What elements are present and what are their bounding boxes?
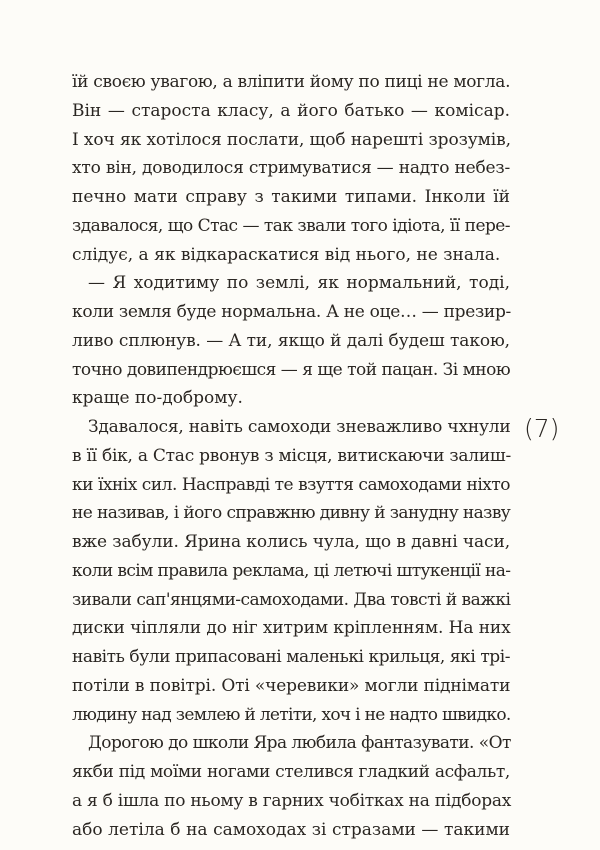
- text-line: печно мати справу з такими типами. Інколи їй: [72, 187, 510, 207]
- text-line: навіть були припасовані маленькі крильця, які трі-: [72, 647, 510, 667]
- text-line: коли земля буде нормальна. А не оце… — презир-: [72, 302, 511, 322]
- text-line: диски чіпляли до ніг хитрим кріпленням. На них: [72, 618, 511, 639]
- text-line: потіли в повітрі. Оті «черевики» могли піднімати: [72, 675, 511, 696]
- text-line: здавалося, що Стас — так звали того ідіота, її пере-: [72, 215, 510, 236]
- text-line: — Я ходитиму по землі, як нормальний, тоді,: [88, 273, 510, 294]
- page-number: (7): [524, 414, 560, 443]
- text-line: а я б ішла по ньому в гарних чобітках на підборах: [72, 790, 512, 811]
- text-line: І хоч як хотілося послати, щоб нарешті зрозумів,: [72, 129, 511, 150]
- text-line: Він — староста класу, а його батько — комісар.: [72, 100, 510, 121]
- text-line: якби під моїми ногами стелився гладкий асфальт,: [72, 762, 510, 782]
- text-line: вже забули. Ярина колись чула, що в давні часи,: [72, 532, 510, 552]
- text-line: слідує, а як відкараскатися від нього, не знала.: [72, 244, 501, 265]
- text-line: коли всім правила реклама, ці летючі штукенції на-: [72, 560, 511, 581]
- body-text: [72, 68, 510, 844]
- text-line: краще по-доброму.: [72, 388, 243, 409]
- text-line: ливо сплюнув. — А ти, якщо й далі будеш такою,: [72, 330, 510, 351]
- text-line: їй своєю увагою, а вліпити йому по пиці не могла.: [72, 72, 511, 92]
- text-line: Здавалося, навіть самоходи зневажливо чхнули: [88, 417, 511, 437]
- text-line: не називав, і його справжню дивну й занудну назву: [72, 503, 511, 524]
- text-line: Дорогою до школи Яра любила фантазувати. «От: [88, 733, 511, 754]
- text-line: зивали сап'янцями-самоходами. Два товсті й важкі: [72, 589, 511, 610]
- text-line: хто він, доводилося стримуватися — надто небез-: [72, 158, 510, 179]
- text-line: в її бік, а Стас рвонув з місця, витискаючи залиш-: [72, 445, 511, 466]
- text-line: точно довипендрюєшся — я ще той пацан. Зі мною: [72, 359, 511, 380]
- text-line: або летіла б на самоходах зі стразами — такими: [72, 819, 510, 840]
- text-line: ки їхніх сил. Насправді те взуття самоходами ніхто: [72, 474, 510, 495]
- text-line: людину над землею й летіти, хоч і не надто швидко.: [72, 704, 511, 725]
